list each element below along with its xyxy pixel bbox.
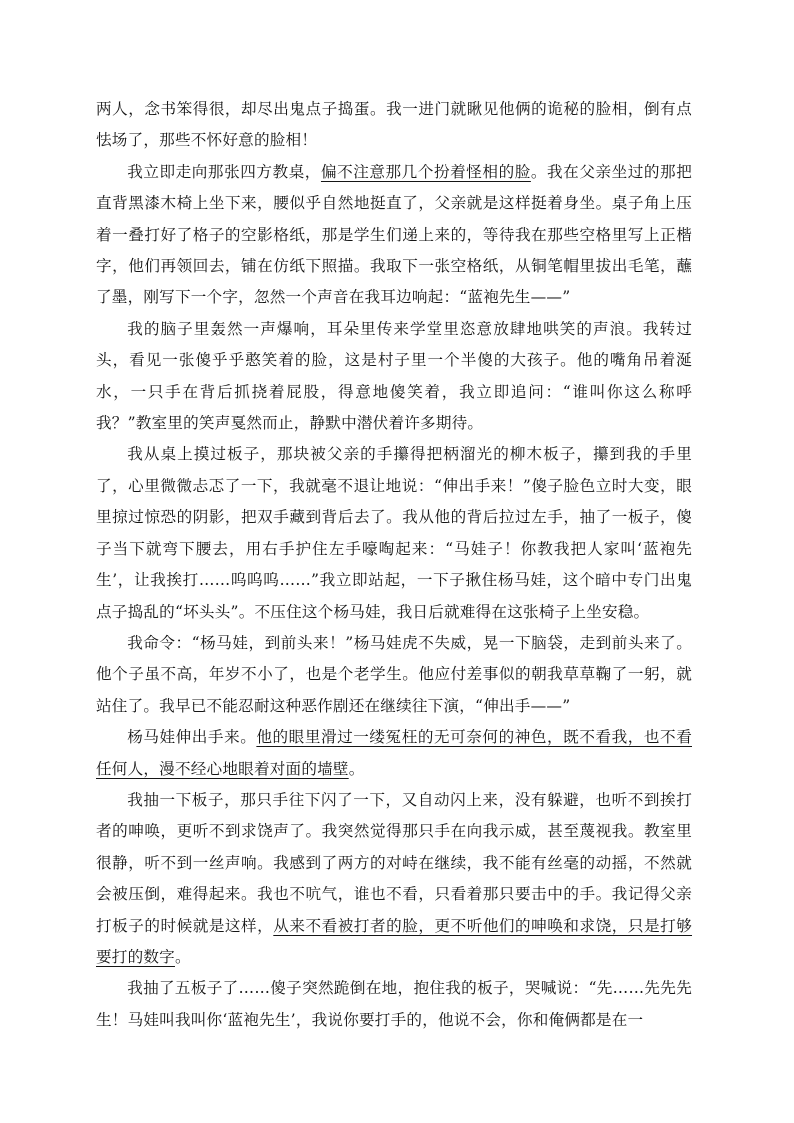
text-segment: 我命令：“杨马娃，到前头来！”杨马娃虎不失威，晃一下脑袋，走到前头来了。他个子虽不高，年岁不小了，也是个老学生。他应付差事似的朝我草草鞠了一躬，就站住了。我早已不能忍耐这种恶作剧还在继续往下演，“伸出手——” xyxy=(96,633,692,715)
underlined-phrase: 偏不注意那几个扮着怪相的脸 xyxy=(320,162,531,181)
paragraph-2 xyxy=(96,157,692,314)
text-segment: 我抽一下板子，那只手往下闪了一下，又自动闪上来，没有躲避，也听不到挨打者的呻唤，更听不到求饶声了。我突然觉得那只手在向我示威，甚至蔑视我。教室里很静，听不到一丝声响。我感到了两方的对峙在继续，我不能有丝毫的动摇，不然就会被压倒，难得起来。我也不吭气，谁也不看，只看着那只要击中的手。我记得父亲打板子的时候就是这样， xyxy=(96,790,692,935)
paragraph-5 xyxy=(96,628,692,722)
text-segment: 我抽了五板子了……傻子突然跪倒在地，抱住我的板子，哭喊说：“先……先先先生！马娃叫我叫你‘蓝袍先生’，我说你要打手的，他说不会，你和俺俩都是在一 xyxy=(96,979,692,1029)
text-segment: 。 xyxy=(174,947,191,966)
paragraph-8 xyxy=(96,973,692,1036)
text-segment: 我立即走向那张四方教桌， xyxy=(127,162,321,181)
text-segment: 我从桌上摸过板子，那块被父亲的手攥得把柄溜光的柳木板子，攥到我的手里了，心里微微忐忑了一下，我就毫不退让地说：“伸出手来！”傻子脸色立时大变，眼里掠过惊恐的阴影，把双手藏到背后去了。我从他的背后拉过左手，抽了一板子，傻子当下就弯下腰去，用右手护住左手嚎啕起来：“马娃子！你教我把人家叫‘蓝袍先生’，让我挨打……呜呜呜……”我立即站起，一下子揪住杨马娃，这个暗中专门出鬼点子捣乱的“坏头头”。不压住这个杨马娃，我日后就难得在这张椅子上坐安稳。 xyxy=(96,445,692,621)
underlined-phrase: 他的眼里滑过一缕冤枉的无可奈何的神色，既不看我，也不看任何人，漫不经心地眼着对面的墙壁 xyxy=(96,728,692,778)
paragraph-1 xyxy=(96,94,692,157)
paragraph-4 xyxy=(96,439,692,627)
text-segment: 杨马娃伸出手来。 xyxy=(127,728,257,747)
text-segment: 。我在父亲坐过的那把直背黑漆木椅上坐下来，腰似乎自然地挺直了，父亲就是这样挺着身坐。桌子角上压着一叠打好了格子的空影格纸，那是学生们递上来的，等待我在那些空格里写上正楷字，他们再领回去，铺在仿纸下照描。我取下一张空格纸，从铜笔帽里拔出毛笔，蘸了墨，刚写下一个字，忽然一个声音在我耳边响起：“蓝袍先生——” xyxy=(96,162,692,307)
text-segment: 两人，念书笨得很，却尽出鬼点子捣蛋。我一进门就瞅见他俩的诡秘的脸相，倒有点怯场了，那些不怀好意的脸相！ xyxy=(96,100,692,150)
text-segment: 我的脑子里轰然一声爆响，耳朵里传来学堂里恣意放肆地哄笑的声浪。我转过头，看见一张傻乎乎憨笑着的脸，这是村子里一个半傻的大孩子。他的嘴角吊着涎水，一只手在背后抓挠着屁股，得意地傻笑着，我立即追问：“谁叫你这么称呼我？”教室里的笑声戛然而止，静默中潜伏着许多期待。 xyxy=(96,319,692,433)
paragraph-7 xyxy=(96,785,692,973)
paragraph-6 xyxy=(96,722,692,785)
document-page xyxy=(96,94,692,1036)
underlined-phrase: 从来不看被打者的脸，更不听他们的呻唤和求饶，只是打够要打的数字 xyxy=(96,916,693,966)
paragraph-3 xyxy=(96,314,692,440)
text-segment: 。 xyxy=(348,759,365,778)
